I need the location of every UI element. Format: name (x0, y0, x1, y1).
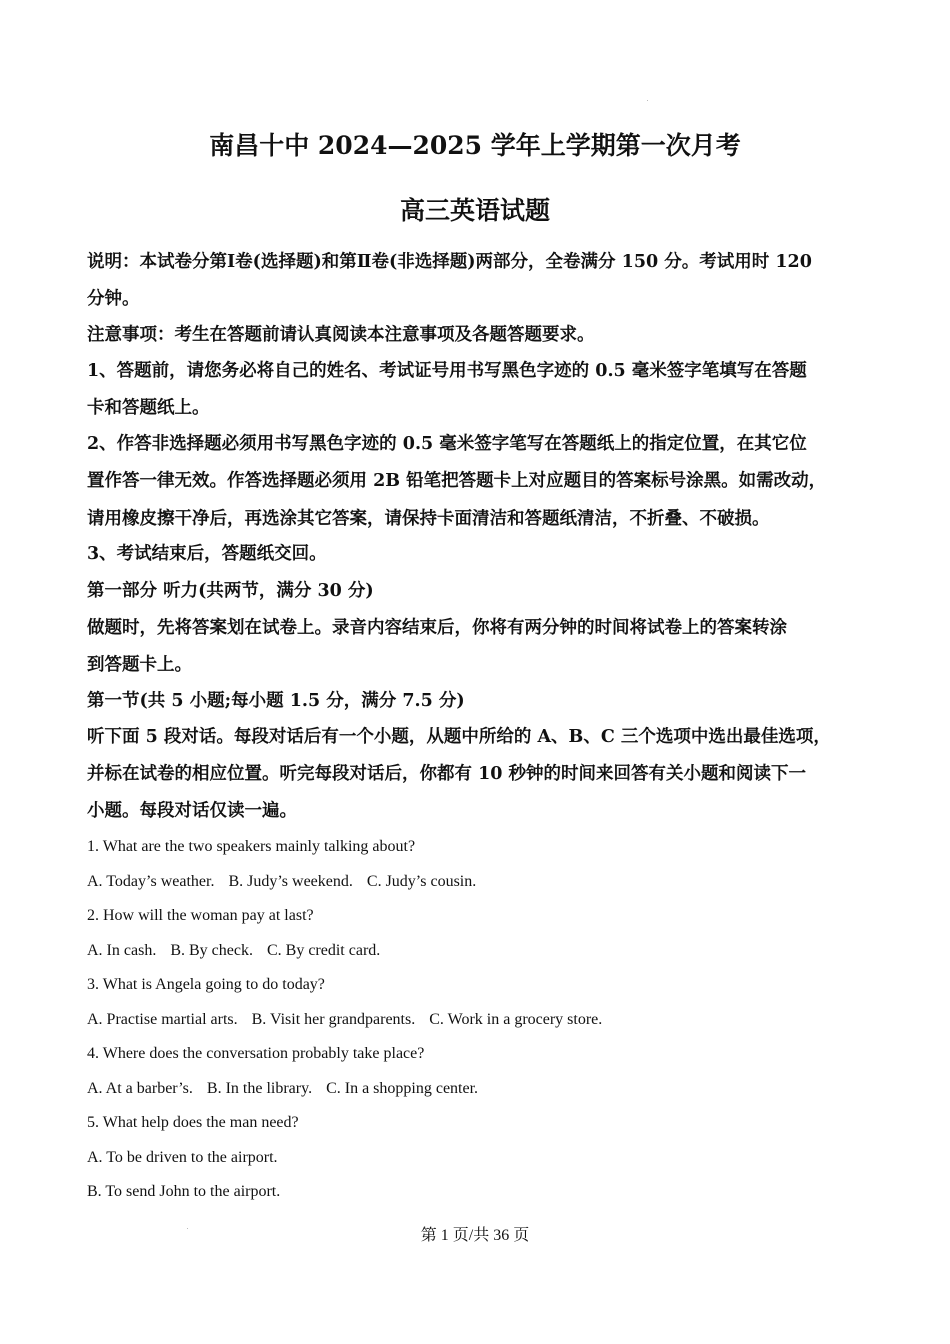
option: A. In cash. (87, 942, 157, 959)
instruction-item-3: 3、考试结束后，答题纸交回。 (87, 544, 327, 564)
description-line-2: 分钟。 (87, 289, 140, 309)
option: C. Work in a grocery store. (429, 1011, 603, 1028)
section1-heading: 第一节(共 5 小题;每小题 1.5 分，满分 7.5 分) (87, 691, 465, 711)
part1-intro-line-2: 到答题卡上。 (87, 655, 192, 675)
exam-subtitle: 高三英语试题 (399, 196, 550, 225)
instruction-item-2-line-2: 置作答一律无效。作答选择题必须用 2B 铅笔把答题卡上对应题目的答案标号涂黑。如需改动， (87, 471, 827, 491)
question-3-stem: 3. What is Angela going to do today? (87, 976, 325, 993)
section1-line-3: 小题。每段对话仅读一遍。 (87, 801, 297, 821)
question-5-stem: 5. What help does the man need? (87, 1114, 299, 1131)
part1-intro-line-1: 做题时，先将答案划在试卷上。录音内容结束后，你将有两分钟的时间将试卷上的答案转涂 (87, 618, 787, 638)
option: C. By credit card. (266, 942, 381, 959)
section1-line-1: 听下面 5 段对话。每段对话后有一个小题，从题中所给的 A、B、C 三个选项中选出最佳选项， (87, 727, 831, 747)
page-number: 第 1 页/共 36 页 (420, 1227, 530, 1244)
option: A. Practise martial arts. (87, 1011, 238, 1028)
section1-line-2: 并标在试卷的相应位置。听完每段对话后，你都有 10 秒钟的时间来回答有关小题和阅读下一 (87, 764, 807, 784)
part1-heading: 第一部分 听力(共两节，满分 30 分) (87, 581, 374, 601)
instruction-item-1-line-1: 1、答题前，请您务必将自己的姓名、考试证号用书写黑色字迹的 0.5 毫米签字笔填写在答题 (87, 361, 807, 381)
exam-title: 南昌十中 2024—2025 学年上学期第一次月考 (209, 131, 741, 160)
option: A. Today’s weather. (87, 873, 215, 890)
scan-speck (647, 100, 648, 101)
question-2-options (87, 940, 380, 962)
option: B. In the library. (206, 1080, 313, 1097)
option: B. By check. (170, 942, 253, 959)
instruction-item-2-line-1: 2、作答非选择题必须用书写黑色字迹的 0.5 毫米签字笔写在答题纸上的指定位置，在其它位 (87, 434, 807, 454)
option: B. Visit her grandparents. (251, 1011, 416, 1028)
description-line-1: 说明：本试卷分第Ⅰ卷(选择题)和第Ⅱ卷(非选择题)两部分，全卷满分 150 分。考试用时 120 (87, 252, 812, 272)
question-5-option-b: B. To send John to the airport. (87, 1183, 281, 1200)
question-3-options (87, 1009, 602, 1031)
notice-heading: 注意事项：考生在答题前请认真阅读本注意事项及各题答题要求。 (87, 325, 595, 345)
question-1-options (87, 871, 476, 893)
option: C. In a shopping center. (326, 1080, 479, 1097)
option: C. Judy’s cousin. (366, 873, 477, 890)
question-4-stem: 4. Where does the conversation probably take place? (87, 1045, 425, 1062)
question-2-stem: 2. How will the woman pay at last? (87, 907, 314, 924)
option: B. Judy’s weekend. (228, 873, 353, 890)
question-1-stem: 1. What are the two speakers mainly talking about? (87, 838, 416, 855)
question-4-options (87, 1078, 478, 1100)
instruction-item-1-line-2: 卡和答题纸上。 (87, 398, 210, 418)
option: A. At a barber’s. (87, 1080, 193, 1097)
instruction-item-2-line-3: 请用橡皮擦干净后，再选涂其它答案，请保持卡面清洁和答题纸清洁，不折叠、不破损。 (87, 509, 770, 529)
question-5-option-a: A. To be driven to the airport. (87, 1149, 278, 1166)
